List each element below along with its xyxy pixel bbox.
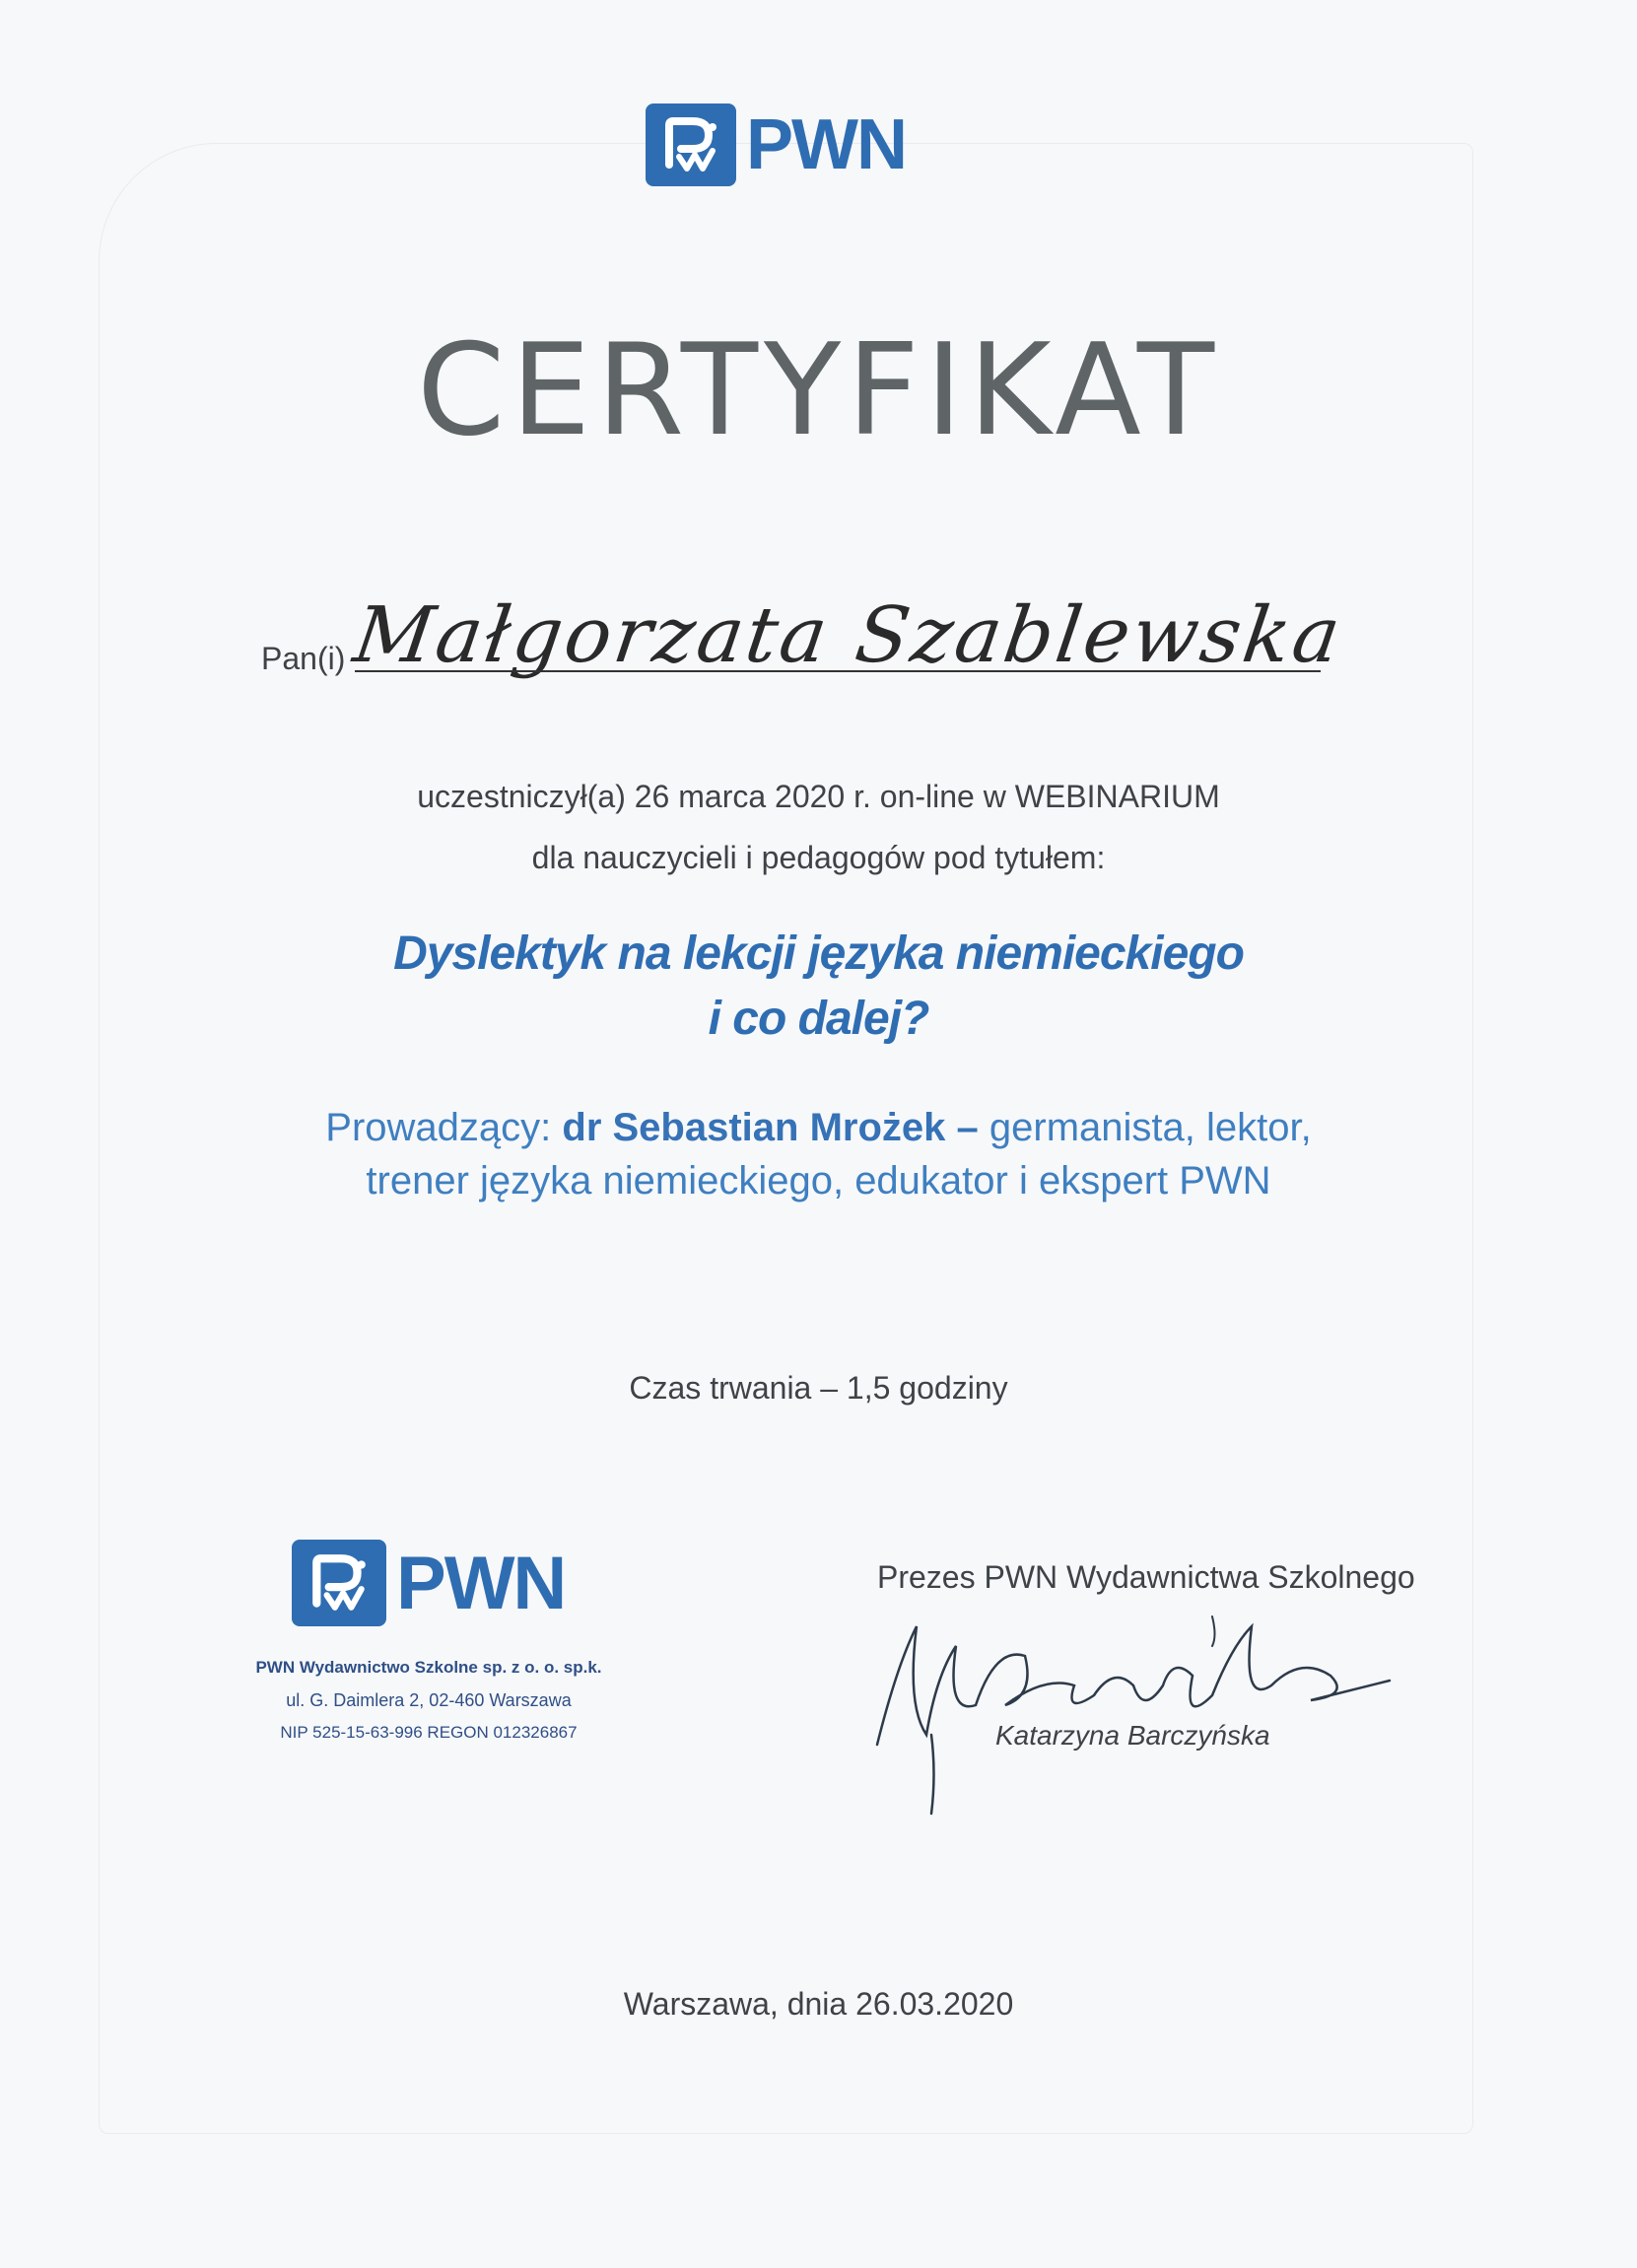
issue-date: Warszawa, dnia 26.03.2020 — [623, 1986, 1014, 2022]
webinar-topic-line2: i co dalej? — [708, 993, 929, 1045]
audience-line: dla nauczycieli i pedagogów pod tytułem: — [531, 840, 1106, 875]
lecturer-name: dr Sebastian Mrożek – — [562, 1106, 979, 1149]
duration: Czas trwania – 1,5 godziny — [629, 1370, 1008, 1406]
footer-logo-text: PWN — [396, 1541, 566, 1625]
signature-icon — [838, 1587, 1409, 1823]
company-address: ul. G. Daimlera 2, 02-460 Warszawa — [286, 1690, 572, 1710]
footer-logo — [292, 1540, 565, 1626]
company-ids: NIP 525-15-63-996 REGON 012326867 — [280, 1723, 578, 1742]
lecturer-prefix: Prowadzący: — [325, 1106, 552, 1149]
company-name: PWN Wydawnictwo Szkolne sp. z o. o. sp.k. — [255, 1658, 602, 1677]
header-logo-text: PWN — [746, 105, 906, 184]
lecturer-desc2: trener języka niemieckiego, edukator i ekspert PWN — [366, 1159, 1271, 1203]
pwn-logo-icon — [292, 1540, 386, 1626]
recipient-label: Pan(i) — [261, 641, 346, 676]
recipient-name: Małgorzata Szablewska — [348, 591, 1349, 680]
lecturer-desc1: germanista, lektor, — [989, 1106, 1312, 1149]
participation-line: uczestniczył(a) 26 marca 2020 r. on-line w WEBINARIUM — [417, 779, 1220, 814]
signatory-title: Prezes PWN Wydawnictwa Szkolnego — [877, 1559, 1415, 1595]
header-logo — [646, 103, 906, 186]
webinar-topic-line1: Dyslektyk na lekcji języka niemieckiego — [393, 928, 1244, 980]
lecturer-line1 — [0, 1106, 1637, 1150]
signatory-name: Katarzyna Barczyńska — [995, 1720, 1270, 1751]
pwn-logo-icon — [646, 103, 736, 186]
certificate-title: CERTYFIKAT — [416, 317, 1221, 464]
recipient-underline — [355, 670, 1321, 672]
